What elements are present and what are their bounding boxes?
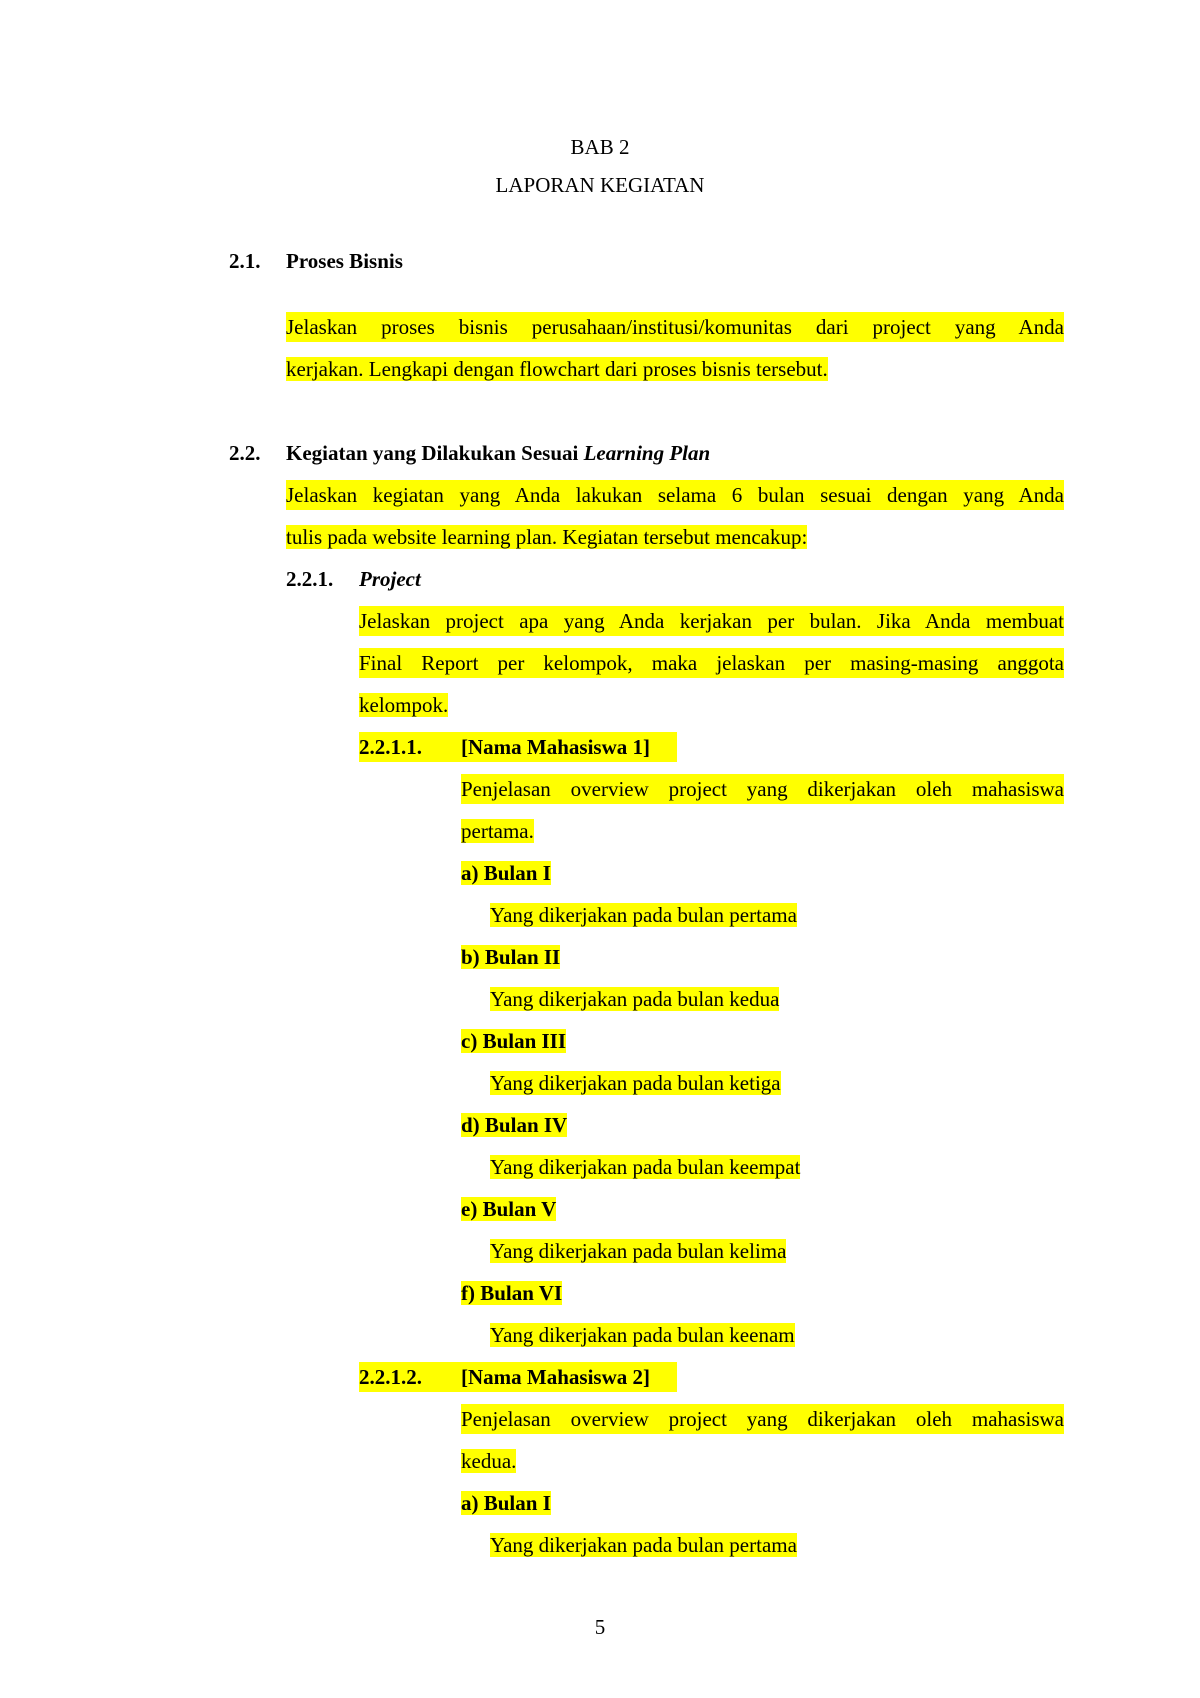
- student-1-month-3-desc: Yang dikerjakan pada bulan ketiga: [490, 1071, 781, 1095]
- section-2-2-1-body-line-3: kelompok.: [359, 693, 449, 717]
- student-1-month-3-label: c) Bulan III: [461, 1029, 567, 1053]
- page-number: 5: [594, 1615, 606, 1639]
- student-1-month-4-desc: Yang dikerjakan pada bulan keempat: [490, 1155, 801, 1179]
- student-1-overview-line-1: Penjelasan overview project yang dikerjakan oleh mahasiswa: [461, 774, 1064, 804]
- student-1-month-1-label: a) Bulan I: [461, 861, 551, 885]
- section-2-2-body-line-2: tulis pada website learning plan. Kegiatan tersebut mencakup:: [286, 525, 808, 549]
- student-2-month-1-desc: Yang dikerjakan pada bulan pertama: [490, 1533, 797, 1557]
- student-1-heading: 2.2.1.1. [Nama Mahasiswa 1]: [359, 732, 677, 762]
- student-1-month-1-desc: Yang dikerjakan pada bulan pertama: [490, 903, 797, 927]
- section-2-2-1-body-line-2: Final Report per kelompok, maka jelaskan per masing-masing anggota: [359, 648, 1064, 678]
- student-1-month-4-label: d) Bulan IV: [461, 1113, 568, 1137]
- chapter-title: LAPORAN KEGIATAN: [495, 173, 705, 197]
- student-1-month-2-desc: Yang dikerjakan pada bulan kedua: [490, 987, 780, 1011]
- student-1-month-5-label: e) Bulan V: [461, 1197, 557, 1221]
- student-1-month-6-label: f) Bulan VI: [461, 1281, 563, 1305]
- section-2-1-title: Proses Bisnis: [286, 249, 403, 273]
- student-1-month-6-desc: Yang dikerjakan pada bulan keenam: [490, 1323, 795, 1347]
- section-2-2-1-number: 2.2.1.: [286, 567, 334, 591]
- student-2-month-1-label: a) Bulan I: [461, 1491, 551, 1515]
- section-2-1-number: 2.1.: [229, 249, 261, 273]
- chapter-label: BAB 2: [570, 135, 630, 159]
- student-2-overview-line-2: kedua.: [461, 1449, 517, 1473]
- section-2-2-1-body-line-1: Jelaskan project apa yang Anda kerjakan per bulan. Jika Anda membuat: [359, 606, 1064, 636]
- student-1-overview-line-2: pertama.: [461, 819, 534, 843]
- section-2-2-title: Kegiatan yang Dilakukan Sesuai Learning Plan: [286, 441, 711, 465]
- section-2-2-1-title: Project: [359, 567, 421, 591]
- student-1-month-2-label: b) Bulan II: [461, 945, 561, 969]
- student-1-month-5-desc: Yang dikerjakan pada bulan kelima: [490, 1239, 787, 1263]
- section-2-2-body-line-1: Jelaskan kegiatan yang Anda lakukan selama 6 bulan sesuai dengan yang Anda: [286, 480, 1064, 510]
- section-2-1-body-line-2: kerjakan. Lengkapi dengan flowchart dari proses bisnis tersebut.: [286, 357, 828, 381]
- section-2-2-number: 2.2.: [229, 441, 261, 465]
- student-2-overview-line-1: Penjelasan overview project yang dikerjakan oleh mahasiswa: [461, 1404, 1064, 1434]
- student-2-heading: 2.2.1.2. [Nama Mahasiswa 2]: [359, 1362, 677, 1392]
- section-2-1-body-line-1: Jelaskan proses bisnis perusahaan/institusi/komunitas dari project yang Anda: [286, 312, 1064, 342]
